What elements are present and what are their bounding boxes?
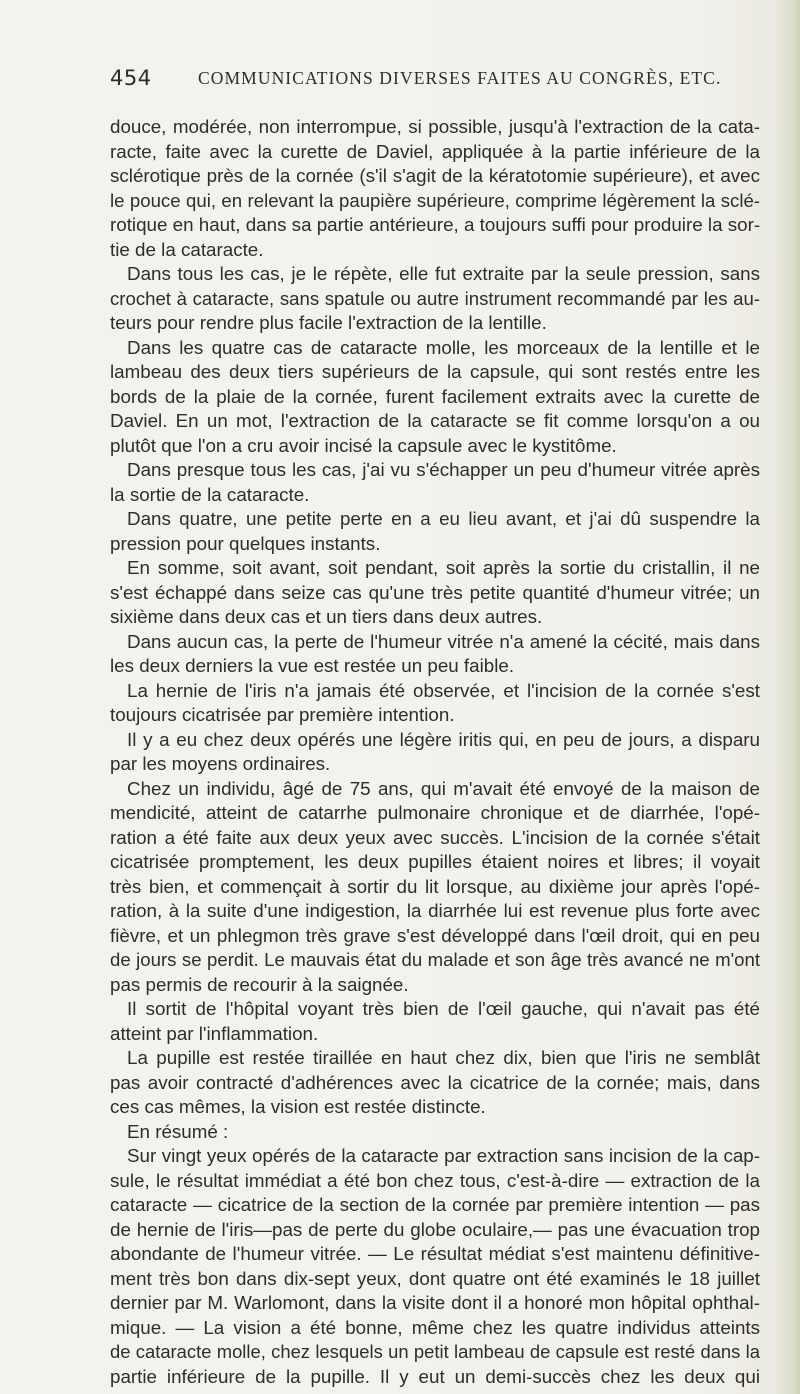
text-line: ment très bon dans dix-sept yeux, dont quatre ont été examinés le 18 juillet xyxy=(110,1267,760,1289)
text-line: racte, faite avec la curette de Daviel, appliquée à la partie inférieure de la xyxy=(110,140,760,162)
running-title: COMMUNICATIONS DIVERSES FAITES AU CONGRÈS, ETC. xyxy=(198,68,722,88)
text-line: de hernie de l'iris—pas de perte du globe oculaire,— pas une évacuation trop xyxy=(110,1218,760,1240)
text-line: ration, à la suite d'une indigestion, la diarrhée lui est revenue plus forte avec xyxy=(110,900,760,921)
text-line: cataracte — cicatrice de la section de la cornée par première intention — pas xyxy=(110,1194,760,1215)
text-line: Chez un individu, âgé de 75 ans, qui m'avait été envoyé de la maison de xyxy=(127,777,760,799)
text-line: cicatrisée promptement, les deux pupilles étaient noires et libres; il voyait xyxy=(110,851,760,872)
text-line: la sortie de la cataracte. xyxy=(110,483,310,505)
text-line: Dans tous les cas, je le répète, elle fut extraite par la seule pression, sans xyxy=(127,263,760,284)
text-line: bords de la plaie de la cornée, furent facilement extraits avec la curette de xyxy=(110,385,760,407)
text-line: très bien, et commençait à sortir du lit lorsque, au dixième jour après l'opé- xyxy=(110,875,760,897)
text-line: les deux derniers la vue est restée un peu faible. xyxy=(110,655,515,676)
text-line: pas avoir contracté d'adhérences avec la cicatrice de la cornée; mais, dans xyxy=(110,1071,760,1093)
page-edge-shadow xyxy=(774,0,800,1394)
text-line: mique. — La vision a été bonne, même chez les quatre individus atteints xyxy=(110,1316,760,1338)
page-header xyxy=(110,66,760,94)
text-line: Dans presque tous les cas, j'ai vu s'échapper un peu d'humeur vitrée après xyxy=(127,459,760,480)
body-text xyxy=(110,115,760,1389)
text-line: mendicité, atteint de catarrhe pulmonaire chronique et de diarrhée, l'opé- xyxy=(110,802,760,823)
text-line: rotique en haut, dans sa partie antérieure, a toujours suffi pour produire la sor- xyxy=(110,214,761,235)
text-line: ces cas mêmes, la vision est restée distincte. xyxy=(110,1096,486,1117)
text-line: crochet à cataracte, sans spatule ou autre instrument recommandé par les au- xyxy=(110,287,760,309)
text-line: tie de la cataracte. xyxy=(110,238,264,260)
page-number: 454 xyxy=(110,66,152,90)
text-line: de jours se perdit. Le mauvais état du malade et son âge très avancé ne m'ont xyxy=(110,949,760,970)
text-line: sixième dans deux cas et un tiers dans deux autres. xyxy=(110,606,543,627)
text-line: Dans quatre, une petite perte en a eu lieu avant, et j'ai dû suspendre la xyxy=(127,508,760,529)
text-line: s'est échappé dans seize cas qu'une très petite quantité d'humeur vitrée; un xyxy=(110,581,760,603)
text-line: plutôt que l'on a cru avoir incisé la capsule avec le kystitôme. xyxy=(110,434,617,456)
text-line: douce, modérée, non interrompue, si possible, jusqu'à l'extraction de la cata- xyxy=(110,116,760,137)
text-line: pas permis de recourir à la saignée. xyxy=(110,973,409,995)
text-line: lambeau des deux tiers supérieurs de la capsule, qui sont restés entre les xyxy=(110,361,760,382)
text-line: ration a été faite aux deux yeux avec succès. L'incision de la cornée s'était xyxy=(110,826,760,848)
text-line: La pupille est restée tiraillée en haut chez dix, bien que l'iris ne semblât xyxy=(127,1047,760,1068)
text-line: atteint par l'inflammation. xyxy=(110,1022,319,1044)
text-line: le pouce qui, en relevant la paupière supérieure, comprime légèrement la sclé- xyxy=(110,189,760,211)
text-line: pression pour quelques instants. xyxy=(110,532,381,554)
text-line: En somme, soit avant, soit pendant, soit après la sortie du cristallin, il ne xyxy=(127,557,760,578)
text-line: abondante de l'humeur vitrée. — Le résultat médiat s'est maintenu définitive- xyxy=(110,1243,760,1264)
text-line: toujours cicatrisée par première intention. xyxy=(110,704,455,725)
text-line: Il sortit de l'hôpital voyant très bien de l'œil gauche, qui n'avait pas été xyxy=(127,998,760,1019)
text-line: Dans les quatre cas de cataracte molle, les morceaux de la lentille et le xyxy=(127,336,760,358)
text-line: partie inférieure de la pupille. Il y eut un demi-succès chez les deux qui xyxy=(110,1365,760,1387)
text-line: sclérotique près de la cornée (s'il s'agit de la kératotomie supérieure), et avec xyxy=(110,165,760,186)
text-line: de cataracte molle, chez lesquels un petit lambeau de capsule est resté dans la xyxy=(110,1341,760,1362)
text-line: Il y a eu chez deux opérés une légère iritis qui, en peu de jours, a disparu xyxy=(127,728,760,750)
text-line: Sur vingt yeux opérés de la cataracte par extraction sans incision de la cap- xyxy=(127,1145,760,1166)
text-line: fièvre, et un phlegmon très grave s'est développé dans l'œil droit, qui en peu xyxy=(110,924,760,946)
text-line: Dans aucun cas, la perte de l'humeur vitrée n'a amené la cécité, mais dans xyxy=(127,630,760,652)
text-line: En résumé : xyxy=(127,1120,229,1142)
text-line: teurs pour rendre plus facile l'extraction de la lentille. xyxy=(110,312,547,333)
text-line: dernier par M. Warlomont, dans la visite dont il a honoré mon hôpital ophthal- xyxy=(110,1292,760,1313)
text-line: La hernie de l'iris n'a jamais été observée, et l'incision de la cornée s'est xyxy=(127,679,760,701)
text-line: Daviel. En un mot, l'extraction de la cataracte se fit comme lorsqu'on a ou xyxy=(110,410,760,431)
text-line: sule, le résultat immédiat a été bon chez tous, c'est-à-dire — extraction de la xyxy=(110,1169,760,1191)
text-line: par les moyens ordinaires. xyxy=(110,753,331,774)
